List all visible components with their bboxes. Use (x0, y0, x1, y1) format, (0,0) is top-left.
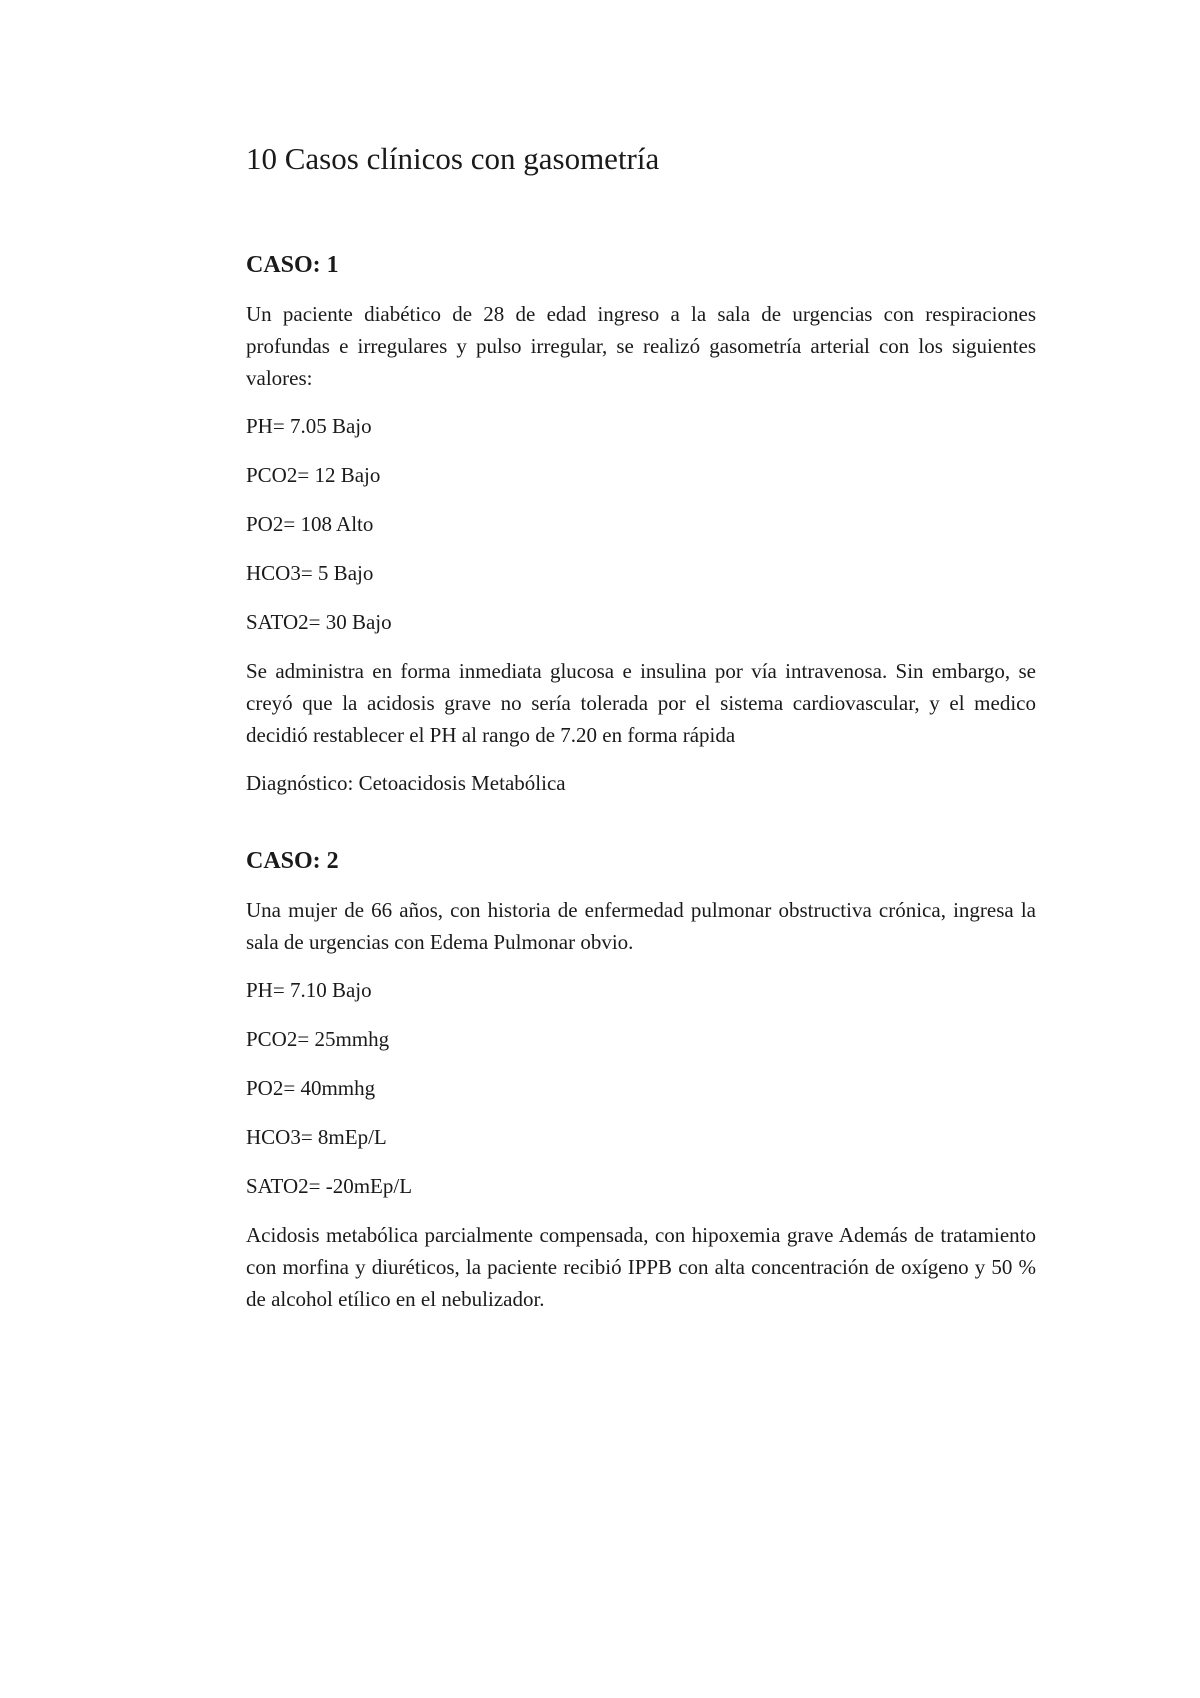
case-2-lab-hco3: HCO3= 8mEp/L (246, 1124, 387, 1149)
case-1-lab-ph: PH= 7.05 Bajo (246, 413, 372, 438)
document-body (246, 140, 1036, 1363)
case-1-lab-sato2: SATO2= 30 Bajo (246, 609, 392, 634)
case-2 (246, 847, 1036, 1315)
case-2-lab-ph: PH= 7.10 Bajo (246, 977, 372, 1002)
case-1-heading: CASO: 1 (246, 252, 339, 279)
case-1 (246, 251, 1036, 799)
document-title: 10 Casos clínicos con gasometría (246, 141, 660, 176)
case-2-heading: CASO: 2 (246, 847, 339, 874)
case-1-intro: Un paciente diabético de 28 de edad ingreso a la sala de urgencias con respiraciones profundas e irregulares y pulso irregular, se realizó gasometría arterial con los siguientes valores: (246, 301, 1036, 390)
case-2-narrative: Acidosis metabólica parcialmente compensada, con hipoxemia grave Además de tratamiento con morfina y diuréticos, la paciente recibió IPPB con alta concentración de oxígeno y 50 % de alcohol etílico en el nebulizador. (246, 1222, 1036, 1311)
case-2-lab-pco2: PCO2= 25mmhg (246, 1026, 390, 1051)
case-2-lab-sato2: SATO2= -20mEp/L (246, 1173, 413, 1198)
case-2-lab-po2: PO2= 40mmhg (246, 1075, 376, 1100)
case-1-lab-pco2: PCO2= 12 Bajo (246, 462, 381, 487)
case-1-narrative: Se administra en forma inmediata glucosa e insulina por vía intravenosa. Sin embargo, se creyó que la acidosis grave no sería tolerada por el sistema cardiovascular, y el medico decidió restablecer el PH al rango de 7.20 en forma rápida (246, 658, 1036, 747)
case-2-intro: Una mujer de 66 años, con historia de enfermedad pulmonar obstructiva crónica, ingresa la sala de urgencias con Edema Pulmonar obvio. (246, 897, 1036, 954)
case-1-lab-hco3: HCO3= 5 Bajo (246, 560, 374, 585)
case-1-lab-po2: PO2= 108 Alto (246, 511, 374, 536)
case-1-diagnosis: Diagnóstico: Cetoacidosis Metabólica (246, 770, 566, 795)
